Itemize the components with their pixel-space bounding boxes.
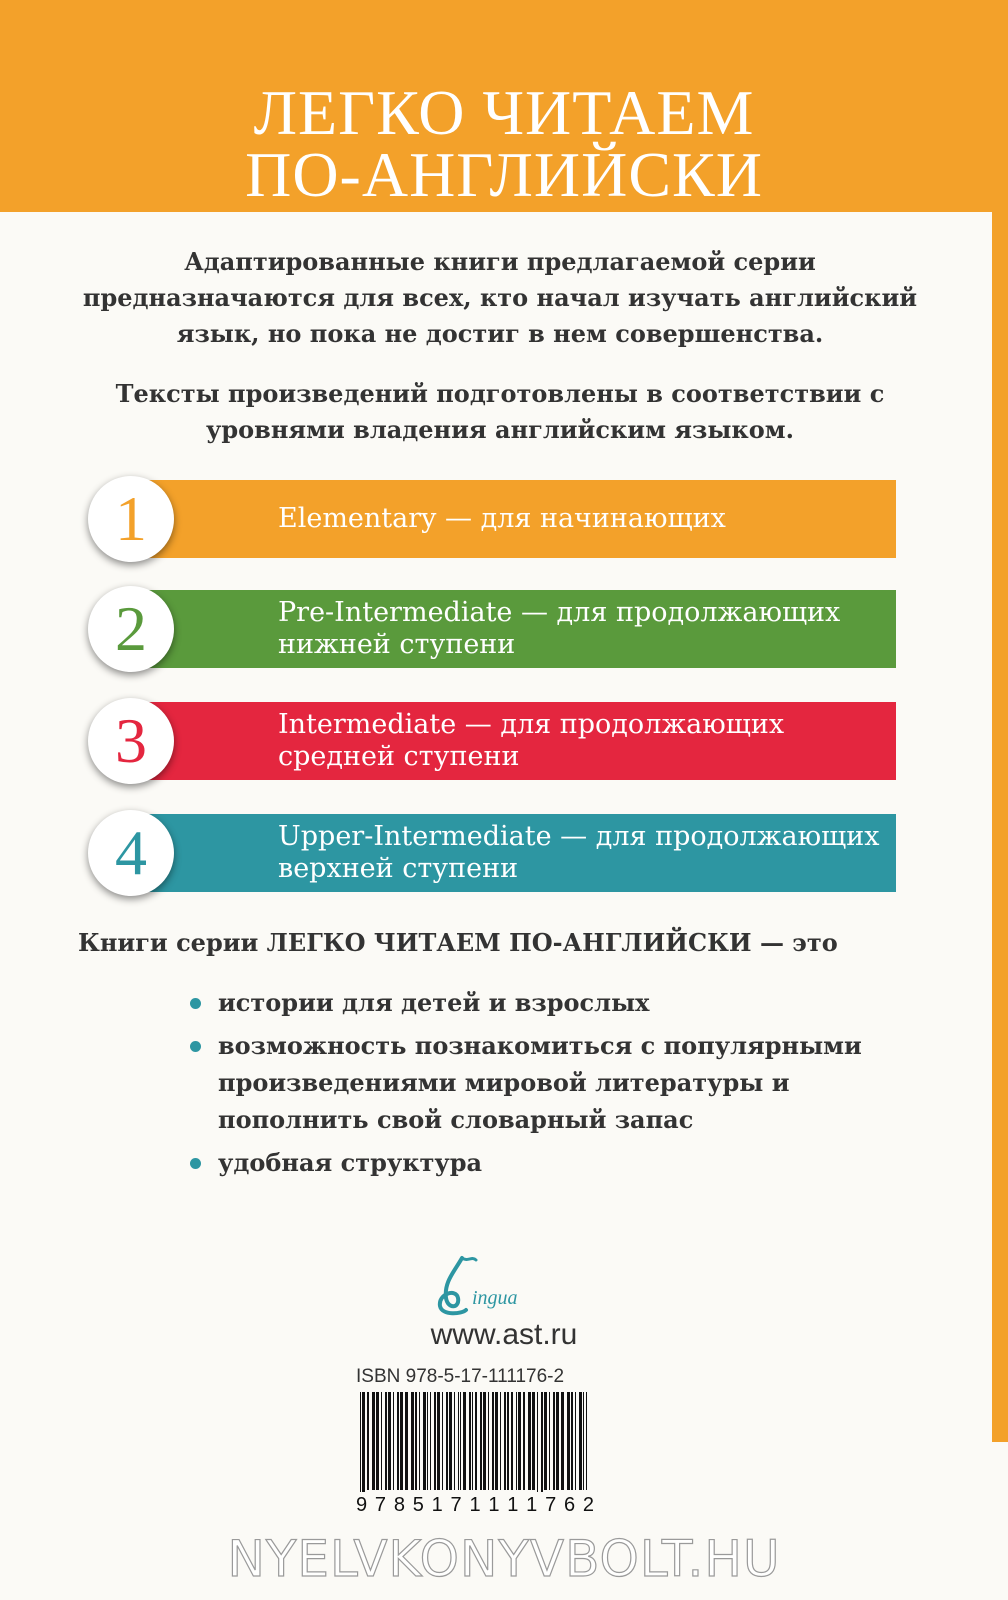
barcode-bar bbox=[367, 1392, 369, 1490]
barcode-bar bbox=[541, 1392, 543, 1492]
barcode-digit: 7 bbox=[545, 1494, 557, 1516]
barcode-bar bbox=[518, 1392, 521, 1490]
barcode-bar bbox=[469, 1392, 471, 1490]
watermark-text: NYELVKONYVBOLT.HU bbox=[227, 1530, 781, 1588]
level-label-3: Intermediate — для продолжающих bbox=[278, 709, 785, 740]
barcode-bar bbox=[419, 1392, 420, 1490]
level-text-3 bbox=[278, 702, 888, 780]
barcode-bar bbox=[583, 1392, 584, 1490]
barcode-bar bbox=[492, 1392, 494, 1490]
barcode-bar bbox=[360, 1392, 361, 1492]
level-label-1: Elementary — для начинающих bbox=[278, 503, 726, 534]
barcode-bar bbox=[495, 1392, 498, 1490]
barcode-bar bbox=[556, 1392, 559, 1490]
bullet-dot-icon bbox=[190, 1158, 201, 1169]
level-text-4 bbox=[278, 814, 888, 892]
barcode-digit: 1 bbox=[431, 1494, 443, 1516]
barcode-digit: 1 bbox=[488, 1494, 500, 1516]
barcode-bar bbox=[480, 1392, 482, 1490]
barcode-bar bbox=[504, 1392, 506, 1490]
barcode-bar bbox=[446, 1392, 448, 1490]
level-text-1 bbox=[278, 480, 888, 558]
intro-paragraph-2: Тексты произведений подготовлены в соответствии с уровнями владения английским языком. bbox=[115, 379, 885, 444]
barcode-number bbox=[356, 1494, 594, 1517]
level-number-circle-3: 3 bbox=[88, 698, 174, 784]
barcode-digit: 8 bbox=[393, 1494, 405, 1516]
barcode-bar bbox=[388, 1392, 391, 1490]
feature-list bbox=[190, 984, 890, 1187]
barcode-bar bbox=[460, 1392, 461, 1490]
barcode-bar bbox=[411, 1392, 414, 1490]
feature-text: истории для детей и взрослых bbox=[218, 988, 650, 1017]
barcode-bar bbox=[372, 1392, 375, 1490]
barcode-digit: 7 bbox=[450, 1494, 462, 1516]
barcode-bar bbox=[511, 1392, 513, 1490]
barcode-bar bbox=[449, 1392, 452, 1490]
level-sublabel-4: верхней ступени bbox=[278, 853, 519, 884]
level-number-circle-4: 4 bbox=[88, 810, 174, 896]
barcode-bar bbox=[397, 1392, 399, 1490]
barcode-bar bbox=[385, 1392, 387, 1490]
barcode-bar bbox=[549, 1392, 550, 1490]
level-item-3 bbox=[88, 702, 896, 780]
barcode-bar bbox=[537, 1392, 538, 1492]
barcode-bar bbox=[567, 1392, 570, 1490]
level-sublabel-2: нижней ступени bbox=[278, 629, 516, 660]
level-number-circle-2: 2 bbox=[88, 586, 174, 672]
barcode-bar bbox=[427, 1392, 428, 1490]
barcode bbox=[356, 1392, 594, 1492]
barcode-digit: 5 bbox=[412, 1494, 424, 1516]
title-line-2: ПО-АНГЛИЙСКИ bbox=[245, 139, 763, 210]
barcode-bar bbox=[472, 1392, 473, 1490]
barcode-bar bbox=[488, 1392, 489, 1490]
barcode-digit: 1 bbox=[526, 1494, 538, 1516]
level-label-2: Pre-Intermediate — для продолжающих bbox=[278, 597, 841, 628]
feature-item bbox=[190, 1144, 890, 1181]
isbn-text: ISBN 978-5-17-111176-2 bbox=[356, 1366, 565, 1387]
barcode-bar bbox=[571, 1392, 573, 1490]
barcode-digit: 6 bbox=[563, 1494, 576, 1516]
level-text-2 bbox=[278, 590, 888, 668]
barcode-digit: 7 bbox=[374, 1494, 387, 1516]
barcode-bar bbox=[381, 1392, 382, 1490]
barcode-bar bbox=[553, 1392, 555, 1490]
svg-text:ingua: ingua bbox=[472, 1287, 518, 1309]
barcode-bar bbox=[500, 1392, 501, 1490]
level-item-2 bbox=[88, 590, 896, 668]
barcode-bar bbox=[405, 1392, 408, 1490]
feature-text: удобная структура bbox=[218, 1148, 483, 1177]
barcode-digit: 9 bbox=[356, 1494, 368, 1516]
level-label-4: Upper-Intermediate — для продолжающих bbox=[278, 821, 880, 852]
barcode-bar bbox=[586, 1392, 587, 1490]
barcode-bar bbox=[575, 1392, 576, 1490]
barcode-bar bbox=[507, 1392, 509, 1490]
barcode-digit: 1 bbox=[469, 1494, 481, 1516]
barcode-bar bbox=[442, 1392, 443, 1490]
cover-title bbox=[0, 77, 1008, 210]
barcode-bar bbox=[376, 1392, 379, 1490]
barcode-bar bbox=[532, 1392, 535, 1490]
feature-item bbox=[190, 1027, 890, 1138]
barcode-bar bbox=[523, 1392, 525, 1490]
barcode-bar bbox=[528, 1392, 531, 1490]
barcode-bar bbox=[415, 1392, 417, 1490]
title-line-1: ЛЕГКО ЧИТАЕМ bbox=[253, 77, 755, 148]
cover-header bbox=[0, 0, 1008, 212]
lingua-logo bbox=[432, 1254, 552, 1320]
right-edge-stripe bbox=[992, 212, 1008, 1442]
barcode-digit: 1 bbox=[507, 1494, 519, 1516]
barcode-bar bbox=[430, 1392, 431, 1490]
barcode-bar bbox=[463, 1392, 466, 1490]
barcode-bar bbox=[434, 1392, 436, 1490]
feature-item bbox=[190, 984, 890, 1021]
barcode-bar bbox=[400, 1392, 403, 1490]
publisher-url: www.ast.ru bbox=[430, 1318, 578, 1351]
barcode-bar bbox=[544, 1392, 547, 1490]
barcode-bar bbox=[454, 1392, 455, 1490]
bullet-dot-icon bbox=[190, 998, 201, 1009]
series-description: Книги серии ЛЕГКО ЧИТАЕМ ПО-АНГЛИЙСКИ — это bbox=[78, 928, 838, 957]
barcode-digit: 2 bbox=[582, 1494, 594, 1516]
level-number-circle-1: 1 bbox=[88, 476, 174, 562]
intro-paragraph-1: Адаптированные книги предлагаемой серии предназначаются для всех, кто начал изучать английский язык, но пока не достиг в нем совершенства. bbox=[82, 247, 918, 348]
barcode-bar bbox=[475, 1392, 477, 1490]
barcode-bar bbox=[423, 1392, 426, 1490]
barcode-bar bbox=[579, 1392, 582, 1490]
barcode-bar bbox=[458, 1392, 459, 1490]
level-sublabel-3: средней ступени bbox=[278, 741, 520, 772]
barcode-bar bbox=[437, 1392, 440, 1490]
level-item-1 bbox=[88, 480, 896, 558]
barcode-bar bbox=[561, 1392, 564, 1490]
barcode-bar bbox=[483, 1392, 486, 1490]
barcode-bar bbox=[362, 1392, 365, 1492]
feature-text: возможность познакомиться с популярными произведениями мировой литературы и пополнить свой словарный запас bbox=[218, 1031, 862, 1134]
level-item-4 bbox=[88, 814, 896, 892]
bullet-dot-icon bbox=[190, 1041, 201, 1052]
barcode-bar bbox=[393, 1392, 394, 1490]
barcode-bar bbox=[516, 1392, 517, 1490]
